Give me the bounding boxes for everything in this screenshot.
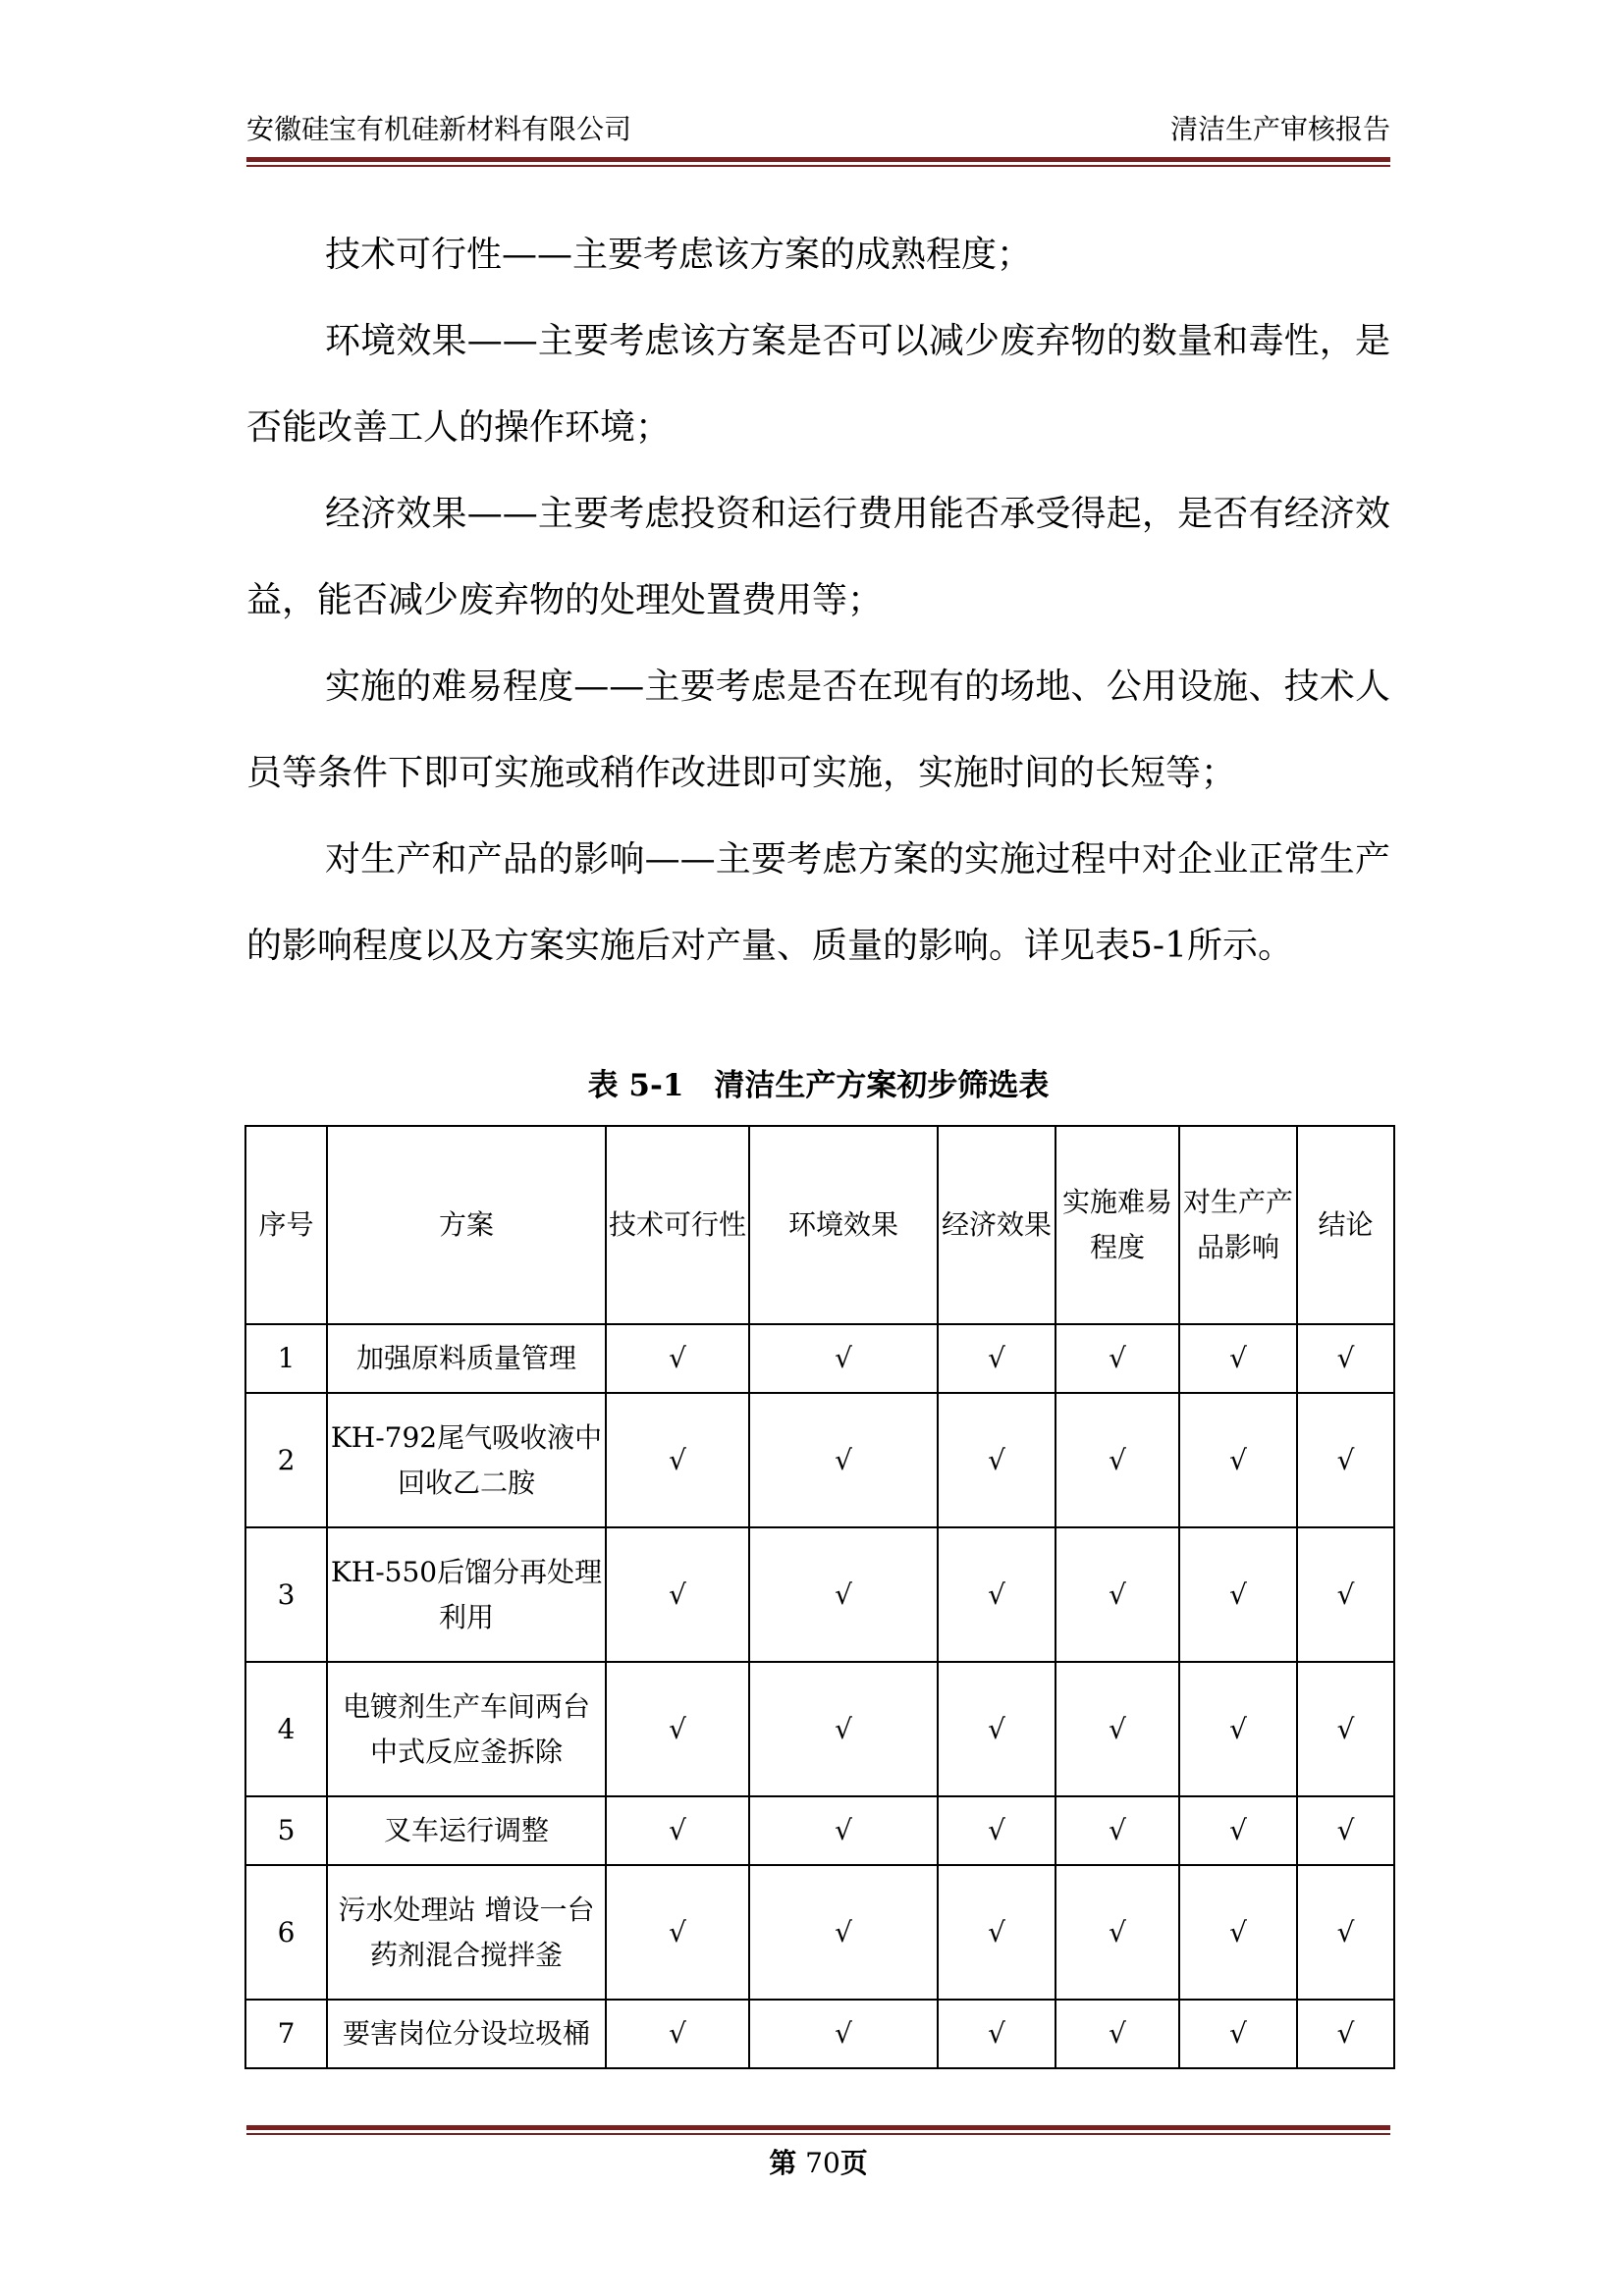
header-impact: 对生产产品影响 xyxy=(1179,1126,1297,1324)
check-mark: √ xyxy=(606,1527,749,1662)
check-mark: √ xyxy=(749,1865,938,2000)
check-mark: √ xyxy=(749,1662,938,1796)
cell-no: 7 xyxy=(245,2000,327,2068)
check-mark: √ xyxy=(606,2000,749,2068)
check-mark: √ xyxy=(1056,1527,1179,1662)
check-mark: √ xyxy=(1297,1796,1394,1865)
check-mark: √ xyxy=(749,1393,938,1527)
table-caption: 表 5-1 清洁生产方案初步筛选表 xyxy=(587,1068,1050,1103)
check-mark: √ xyxy=(1056,1393,1179,1527)
check-mark: √ xyxy=(938,1865,1056,2000)
check-mark: √ xyxy=(1179,1527,1297,1662)
cell-no: 2 xyxy=(245,1393,327,1527)
footer-rule-thick xyxy=(246,2125,1390,2130)
header-rule-thick xyxy=(246,157,1390,162)
check-mark: √ xyxy=(1297,1324,1394,1393)
cell-plan: 污水处理站 增设一台药剂混合搅拌釜 xyxy=(327,1865,606,2000)
check-mark: √ xyxy=(1179,1865,1297,2000)
check-mark: √ xyxy=(749,2000,938,2068)
paragraph-implementation-difficulty: 实施的难易程度——主要考虑是否在现有的场地、公用设施、技术人员等条件下即可实施或稍作改进即可实施，实施时间的长短等； xyxy=(246,667,1390,793)
check-mark: √ xyxy=(1297,2000,1394,2068)
table-header-row xyxy=(245,1126,1394,1324)
company-name: 安徽硅宝有机硅新材料有限公司 xyxy=(246,113,632,145)
check-mark: √ xyxy=(1297,1865,1394,2000)
cell-plan: 叉车运行调整 xyxy=(327,1796,606,1865)
header-difficulty: 实施难易程度 xyxy=(1056,1126,1179,1324)
cell-no: 4 xyxy=(245,1662,327,1796)
header-economic: 经济效果 xyxy=(938,1126,1056,1324)
cell-no: 1 xyxy=(245,1324,327,1393)
paragraph-environmental-effect: 环境效果——主要考虑该方案是否可以减少废弃物的数量和毒性，是否能改善工人的操作环境； xyxy=(246,321,1390,448)
check-mark: √ xyxy=(1179,2000,1297,2068)
cell-plan: 加强原料质量管理 xyxy=(327,1324,606,1393)
check-mark: √ xyxy=(1056,2000,1179,2068)
check-mark: √ xyxy=(749,1796,938,1865)
page-suffix: 页 xyxy=(839,2147,868,2179)
check-mark: √ xyxy=(938,1662,1056,1796)
check-mark: √ xyxy=(1179,1796,1297,1865)
check-mark: √ xyxy=(1056,1796,1179,1865)
table-row xyxy=(245,1796,1394,1865)
check-mark: √ xyxy=(1179,1324,1297,1393)
table-row xyxy=(245,1393,1394,1527)
header-conclusion: 结论 xyxy=(1297,1126,1394,1324)
table-row xyxy=(245,1865,1394,2000)
check-mark: √ xyxy=(938,1324,1056,1393)
check-mark: √ xyxy=(938,1393,1056,1527)
cell-no: 3 xyxy=(245,1527,327,1662)
check-mark: √ xyxy=(1179,1393,1297,1527)
check-mark: √ xyxy=(1056,1662,1179,1796)
header-rule-thin xyxy=(246,165,1390,167)
check-mark: √ xyxy=(749,1527,938,1662)
table-row xyxy=(245,1324,1394,1393)
check-mark: √ xyxy=(1056,1324,1179,1393)
check-mark: √ xyxy=(1297,1393,1394,1527)
cell-no: 6 xyxy=(245,1865,327,2000)
table-row xyxy=(245,1527,1394,1662)
page-header xyxy=(246,110,1390,149)
check-mark: √ xyxy=(938,1796,1056,1865)
cell-plan: 电镀剂生产车间两台中式反应釜拆除 xyxy=(327,1662,606,1796)
paragraph-economic-effect: 经济效果——主要考虑投资和运行费用能否承受得起，是否有经济效益，能否减少废弃物的处理处置费用等； xyxy=(246,494,1390,620)
page-footer xyxy=(246,2144,1390,2183)
check-mark: √ xyxy=(606,1796,749,1865)
table-row xyxy=(245,2000,1394,2068)
check-mark: √ xyxy=(606,1865,749,2000)
report-title: 清洁生产审核报告 xyxy=(1169,113,1390,145)
table-row xyxy=(245,1662,1394,1796)
header-technical: 技术可行性 xyxy=(606,1126,749,1324)
cell-plan: 要害岗位分设垃圾桶 xyxy=(327,2000,606,2068)
paragraph-technical-feasibility: 技术可行性——主要考虑该方案的成熟程度； xyxy=(325,235,1033,275)
header-environment: 环境效果 xyxy=(749,1126,938,1324)
header-no: 序号 xyxy=(245,1126,327,1324)
cell-plan: KH-792尾气吸收液中回收乙二胺 xyxy=(327,1393,606,1527)
check-mark: √ xyxy=(606,1662,749,1796)
check-mark: √ xyxy=(1297,1662,1394,1796)
screening-table xyxy=(244,1125,1395,2069)
check-mark: √ xyxy=(1297,1527,1394,1662)
cell-plan: KH-550后馏分再处理利用 xyxy=(327,1527,606,1662)
check-mark: √ xyxy=(938,2000,1056,2068)
body-text xyxy=(246,212,1390,989)
check-mark: √ xyxy=(606,1393,749,1527)
check-mark: √ xyxy=(1056,1865,1179,2000)
paragraph-production-impact: 对生产和产品的影响——主要考虑方案的实施过程中对企业正常生产的影响程度以及方案实施后对产量、质量的影响。详见表5-1所示。 xyxy=(246,839,1390,966)
footer-rule-thin xyxy=(246,2133,1390,2135)
cell-no: 5 xyxy=(245,1796,327,1865)
check-mark: √ xyxy=(1179,1662,1297,1796)
page-label: 第 xyxy=(769,2147,797,2179)
check-mark: √ xyxy=(749,1324,938,1393)
check-mark: √ xyxy=(606,1324,749,1393)
page-number: 70 xyxy=(805,2147,840,2179)
check-mark: √ xyxy=(938,1527,1056,1662)
header-plan: 方案 xyxy=(327,1126,606,1324)
